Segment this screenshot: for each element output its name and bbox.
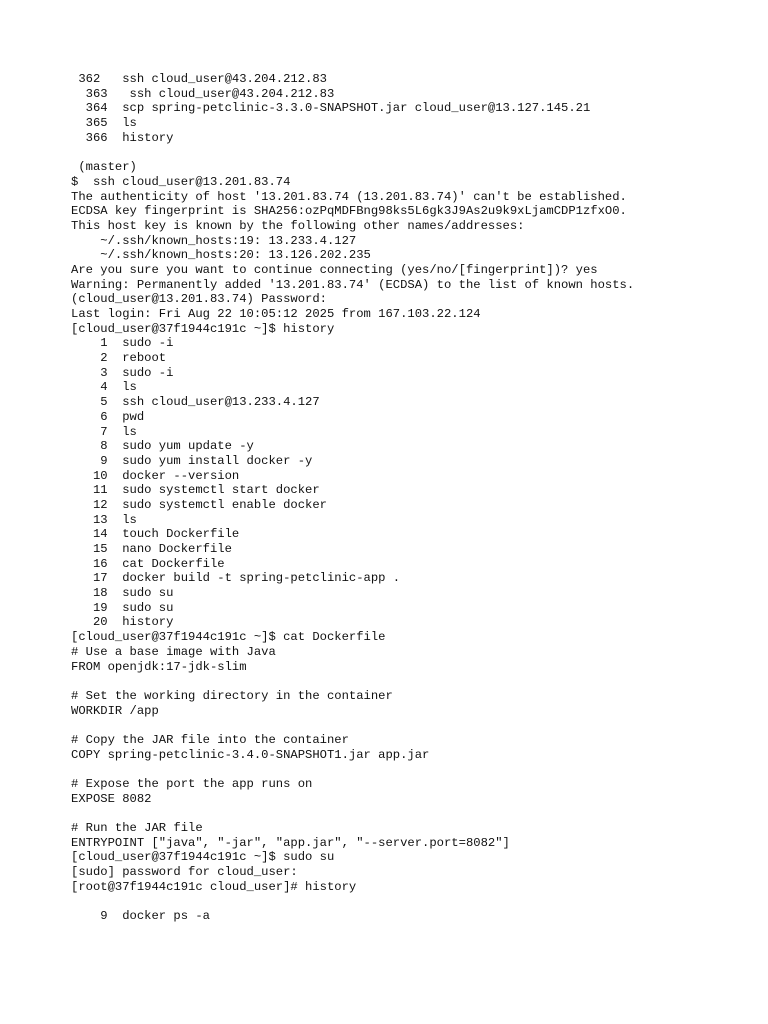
- terminal-line: 364 scp spring-petclinic-3.3.0-SNAPSHOT.jar cloud_user@13.127.145.21: [71, 101, 591, 116]
- terminal-line: [cloud_user@37f1944c191c ~]$ history: [71, 321, 335, 336]
- terminal-line: 9 docker ps -a: [71, 909, 210, 924]
- terminal-line: 366 history: [71, 130, 174, 145]
- terminal-line: 5 ssh cloud_user@13.233.4.127: [71, 395, 320, 410]
- terminal-line: # Copy the JAR file into the container: [71, 732, 349, 747]
- terminal-line: The authenticity of host '13.201.83.74 (13.201.83.74)' can't be established.: [71, 189, 627, 204]
- terminal-line: [root@37f1944c191c cloud_user]# history: [71, 879, 357, 894]
- terminal-line: 1 sudo -i: [71, 336, 174, 351]
- terminal-line: $ ssh cloud_user@13.201.83.74: [71, 174, 291, 189]
- terminal-line: Are you sure you want to continue connecting (yes/no/[fingerprint])? yes: [71, 262, 598, 277]
- terminal-line: 8 sudo yum update -y: [71, 439, 254, 454]
- terminal-line: [sudo] password for cloud_user:: [71, 865, 298, 880]
- terminal-line: 363 ssh cloud_user@43.204.212.83: [71, 86, 335, 101]
- terminal-line: 362 ssh cloud_user@43.204.212.83: [71, 72, 327, 86]
- terminal-line: [71, 806, 761, 821]
- terminal-line: 10 docker --version: [71, 468, 240, 483]
- terminal-line: 12 sudo systemctl enable docker: [71, 497, 327, 512]
- terminal-line: 7 ls: [71, 424, 137, 439]
- terminal-line: Last login: Fri Aug 22 10:05:12 2025 from 167.103.22.124: [71, 307, 481, 321]
- terminal-line: [cloud_user@37f1944c191c ~]$ cat Dockerfile: [71, 630, 386, 645]
- terminal-output: [71, 72, 761, 924]
- terminal-line: FROM openjdk:17-jdk-slim: [71, 659, 247, 674]
- terminal-line: [71, 762, 761, 777]
- terminal-line: 3 sudo -i: [71, 365, 174, 380]
- terminal-line: # Use a base image with Java: [71, 644, 276, 659]
- terminal-line: 2 reboot: [71, 351, 167, 366]
- terminal-line: [71, 674, 761, 689]
- terminal-line: 18 sudo su: [71, 586, 174, 601]
- terminal-line: [71, 895, 761, 910]
- terminal-line: [71, 718, 761, 733]
- terminal-line: WORKDIR /app: [71, 703, 159, 718]
- terminal-line: This host key is known by the following other names/addresses:: [71, 218, 525, 233]
- terminal-line: COPY spring-petclinic-3.4.0-SNAPSHOT1.jar app.jar: [71, 747, 430, 762]
- terminal-line: [71, 145, 761, 160]
- terminal-line: # Expose the port the app runs on: [71, 777, 313, 791]
- terminal-line: 14 touch Dockerfile: [71, 527, 240, 542]
- terminal-line: 365 ls: [71, 116, 137, 131]
- terminal-line: 16 cat Dockerfile: [71, 556, 225, 571]
- terminal-line: 20 history: [71, 615, 174, 630]
- terminal-line: # Set the working directory in the container: [71, 688, 393, 703]
- terminal-line: [cloud_user@37f1944c191c ~]$ sudo su: [71, 850, 335, 865]
- terminal-line: 11 sudo systemctl start docker: [71, 483, 320, 498]
- terminal-line: ~/.ssh/known_hosts:19: 13.233.4.127: [71, 233, 357, 248]
- terminal-line: (cloud_user@13.201.83.74) Password:: [71, 292, 327, 307]
- terminal-line: 19 sudo su: [71, 600, 174, 615]
- terminal-line: ~/.ssh/known_hosts:20: 13.126.202.235: [71, 248, 371, 263]
- terminal-line: Warning: Permanently added '13.201.83.74' (ECDSA) to the list of known hosts.: [71, 277, 635, 292]
- terminal-line: 9 sudo yum install docker -y: [71, 453, 313, 468]
- terminal-line: ENTRYPOINT ["java", "-jar", "app.jar", "--server.port=8082"]: [71, 835, 510, 850]
- terminal-line: 15 nano Dockerfile: [71, 542, 232, 556]
- terminal-line: EXPOSE 8082: [71, 791, 152, 806]
- terminal-line: 4 ls: [71, 380, 137, 395]
- terminal-line: # Run the JAR file: [71, 821, 203, 836]
- terminal-line: 6 pwd: [71, 409, 145, 424]
- terminal-line: 17 docker build -t spring-petclinic-app .: [71, 571, 401, 586]
- terminal-line: 13 ls: [71, 512, 137, 527]
- terminal-line: ECDSA key fingerprint is SHA256:ozPqMDFBng98ks5L6gk3J9As2u9k9xLjamCDP1zfxO0.: [71, 204, 627, 219]
- terminal-line: (master): [71, 160, 137, 175]
